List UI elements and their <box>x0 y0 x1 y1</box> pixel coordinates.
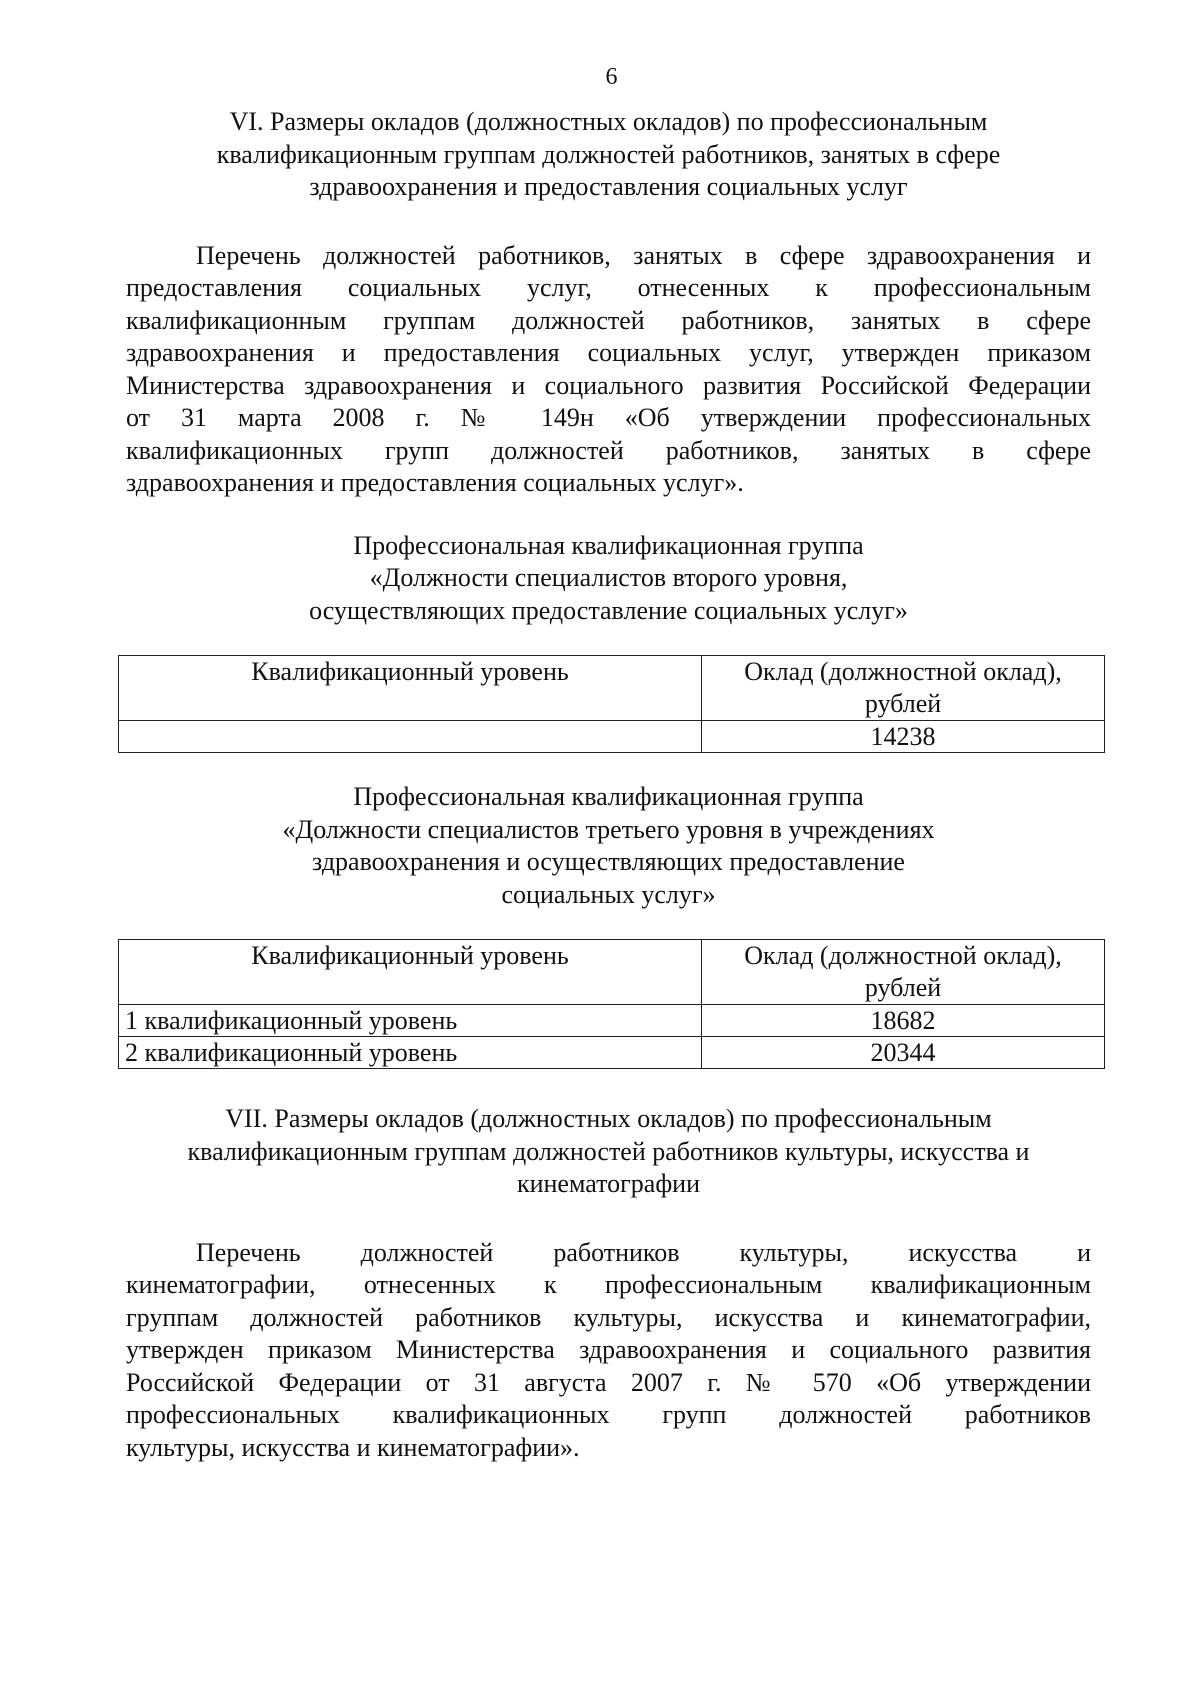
group-2-title <box>126 781 1091 911</box>
group-title-line: «Должности специалистов второго уровня, <box>369 563 848 592</box>
paragraph-line: Перечень должностей работников культуры, искусства и <box>196 1237 1091 1267</box>
salary-cell: 20344 <box>702 1037 1105 1069</box>
paragraph-line: культуры, искусства и кинематографии». <box>126 1432 580 1462</box>
table-header-row <box>119 656 1105 721</box>
group-2-salary-table <box>118 939 1105 1069</box>
section-6-intro <box>126 240 1091 500</box>
level-cell: 1 квалификационный уровень <box>119 1005 702 1037</box>
header-salary <box>702 940 1105 1005</box>
paragraph-line: кинематографии, отнесенных к профессиональным квалификационным <box>126 1270 1091 1299</box>
paragraph-line: утвержден приказом Министерства здравоохранения и социального развития <box>126 1335 1091 1364</box>
group-title-line: социальных услуг» <box>501 879 716 909</box>
heading-line: VI. Размеры окладов (должностных окладов) по профессиональным <box>229 107 988 136</box>
section-6-heading <box>126 106 1091 204</box>
paragraph-line: квалификационных групп должностей работников, занятых в сфере <box>126 435 1091 465</box>
section-7-intro <box>126 1237 1091 1465</box>
paragraph-line: Министерства здравоохранения и социального развития Российской Федерации <box>126 370 1091 400</box>
group-title-line: осуществляющих предоставление социальных услуг» <box>309 595 908 625</box>
level-cell <box>119 721 702 753</box>
heading-line: квалификационным группам должностей работников культуры, искусства и <box>187 1136 1030 1166</box>
header-salary-line: Оклад (должностной оклад), <box>744 941 1062 970</box>
header-salary-line: Оклад (должностной оклад), <box>744 657 1062 686</box>
paragraph-line: здравоохранения и предоставления социальных услуг, утвержден приказом <box>126 338 1091 367</box>
paragraph-line: Перечень должностей работников, занятых в сфере здравоохранения и <box>196 240 1091 270</box>
section-7-heading <box>126 1103 1091 1201</box>
paragraph-line: группам должностей работников культуры, искусства и кинематографии, <box>126 1302 1091 1332</box>
paragraph-line: Российской Федерации от 31 августа 2007 г. № 570 «Об утверждении <box>126 1367 1091 1397</box>
salary-cell: 14238 <box>702 721 1105 753</box>
paragraph-line: квалификационным группам должностей работников, занятых в сфере <box>126 305 1091 335</box>
document-page <box>126 62 1091 1464</box>
page-number: 6 <box>605 64 618 90</box>
group-title-line: Профессиональная квалификационная группа <box>353 530 864 560</box>
heading-line: квалификационным группам должностей работников, занятых в сфере <box>216 139 1001 169</box>
group-title-line: здравоохранения и осуществляющих предоставление <box>312 847 905 876</box>
table-row <box>119 721 1105 753</box>
level-cell: 2 квалификационный уровень <box>119 1037 702 1069</box>
table-row <box>119 1005 1105 1037</box>
heading-line: кинематографии <box>516 1169 701 1198</box>
group-title-line: Профессиональная квалификационная группа <box>353 782 864 811</box>
table-row <box>119 1037 1105 1069</box>
table-header-row <box>119 940 1105 1005</box>
salary-cell: 18682 <box>702 1005 1105 1037</box>
paragraph-line: здравоохранения и предоставления социальных услуг». <box>126 468 744 497</box>
paragraph-line: профессиональных квалификационных групп должностей работников <box>126 1400 1091 1429</box>
group-1-salary-table <box>118 655 1105 753</box>
heading-line: здравоохранения и предоставления социальных услуг <box>309 172 908 201</box>
paragraph-line: предоставления социальных услуг, отнесенных к профессиональным <box>126 273 1091 302</box>
header-salary-unit: рублей <box>864 973 942 1002</box>
group-title-line: «Должности специалистов третьего уровня в учреждениях <box>282 814 935 844</box>
paragraph-line: от 31 марта 2008 г. № 149н «Об утверждении профессиональных <box>126 403 1091 432</box>
group-1-title <box>126 530 1091 628</box>
heading-line: VII. Размеры окладов (должностных окладов) по профессиональным <box>225 1104 992 1133</box>
header-salary-unit: рублей <box>864 689 942 718</box>
header-qualification-level: Квалификационный уровень <box>119 656 702 721</box>
header-salary <box>702 656 1105 721</box>
header-qualification-level: Квалификационный уровень <box>119 940 702 1005</box>
